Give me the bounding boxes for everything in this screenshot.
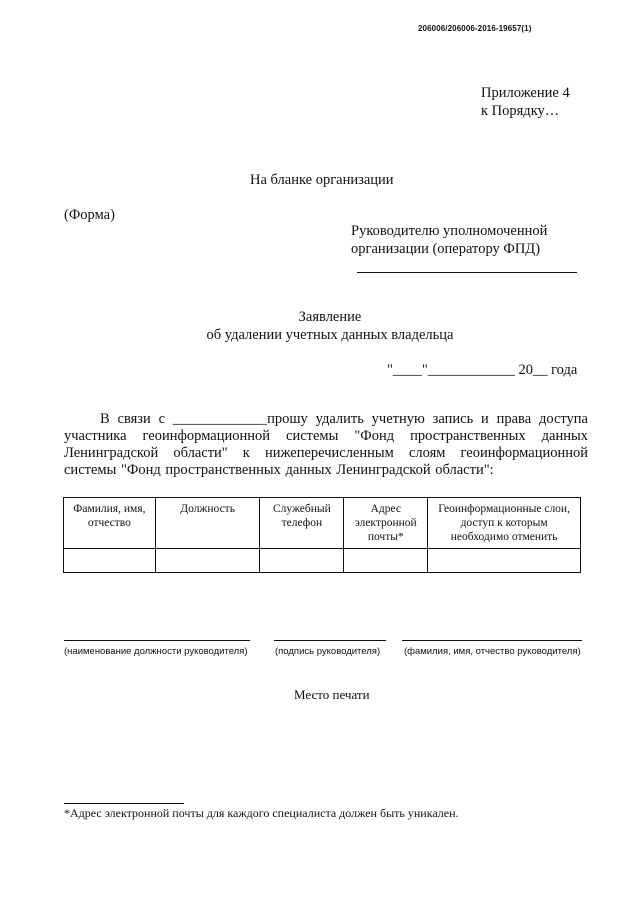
name-signature-line	[402, 640, 582, 641]
date-line: "____"____________ 20__ года	[387, 362, 578, 378]
document-title: Заявление	[298, 309, 362, 325]
staff-table	[63, 497, 581, 573]
appendix-line-2: к Порядку…	[481, 103, 560, 119]
table-row	[64, 549, 581, 573]
footnote: *Адрес электронной почты для каждого специалиста должен быть уникален.	[64, 806, 459, 820]
addressee-block	[351, 222, 547, 258]
signature-line	[274, 640, 386, 641]
cell-email	[344, 549, 428, 573]
header-email: Адрес электронной почты*	[344, 498, 428, 549]
addressee-underline	[357, 272, 577, 273]
header-layers: Геоинформационные слои, доступ к которым необходимо отменить	[428, 498, 581, 549]
table-header-row	[64, 498, 581, 549]
letterhead-note: На бланке организации	[250, 172, 394, 188]
cell-full-name	[64, 549, 156, 573]
addressee-line-1: Руководителю уполномоченной	[351, 223, 548, 239]
document-id: 206006/206006-2016-19657(1)	[418, 24, 532, 33]
footnote-separator	[64, 803, 184, 804]
header-phone: Служебный телефон	[260, 498, 344, 549]
stamp-place: Место печати	[294, 687, 370, 702]
addressee-line-2: организации (оператору ФПД)	[351, 241, 541, 257]
header-position: Должность	[155, 498, 260, 549]
cell-phone	[260, 549, 344, 573]
document-subtitle: об удалении учетных данных владельца	[206, 327, 454, 343]
position-signature-line	[64, 640, 250, 641]
request-body-text: В связи с _____________прошу удалить учетную запись и права доступа участника геоинформационной системы "Фонд пространственных данных Ленинградской области" к нижеперечисленным слоям геоинформационной системы "Фонд пространственных данных Ленинградской области":	[64, 411, 588, 478]
cell-layers	[428, 549, 581, 573]
name-caption: (фамилия, имя, отчество руководителя)	[404, 646, 581, 657]
header-full-name: Фамилия, имя, отчество	[64, 498, 156, 549]
form-label: (Форма)	[64, 207, 115, 223]
cell-position	[155, 549, 260, 573]
appendix-line-1: Приложение 4	[481, 85, 570, 101]
signature-caption: (подпись руководителя)	[275, 646, 381, 657]
appendix-reference	[481, 84, 570, 120]
position-caption: (наименование должности руководителя)	[64, 646, 248, 657]
